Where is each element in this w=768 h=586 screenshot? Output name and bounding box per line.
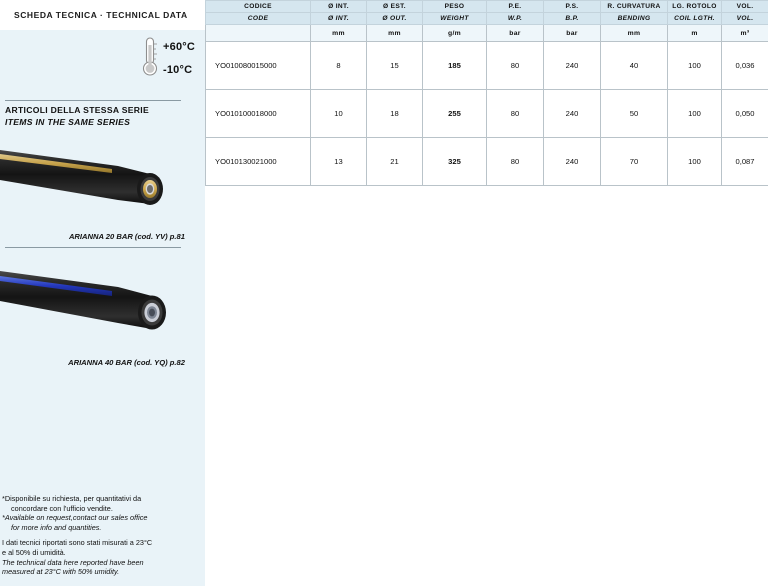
cell-weight: 255	[423, 90, 487, 138]
footnote-line-6: e al 50% di umidità.	[2, 547, 66, 557]
table-row[interactable]	[206, 90, 768, 138]
footnote-line-8: measured at 23°C with 50% umidity.	[2, 567, 120, 577]
cell-code: YO010100018000	[206, 90, 311, 138]
th-vol-en: VOL.	[722, 13, 768, 25]
cell-dout: 21	[367, 138, 423, 186]
cell-weight: 185	[423, 42, 487, 90]
hose-image-arianna-20bar	[0, 140, 185, 215]
th-bp-it: P.S.	[544, 1, 601, 13]
cell-bp: 240	[544, 90, 601, 138]
min-temperature-label: -10°C	[163, 64, 193, 76]
cell-wp: 80	[487, 42, 544, 90]
cell-weight: 325	[423, 138, 487, 186]
th-code-en: CODE	[206, 13, 311, 25]
cell-coil: 100	[668, 90, 722, 138]
thermometer-icon	[140, 36, 160, 78]
divider-hose-1	[5, 247, 181, 248]
unit-bending: mm	[601, 25, 668, 42]
technical-data-header	[0, 0, 205, 30]
cell-bp: 240	[544, 42, 601, 90]
divider-series-top	[5, 100, 181, 101]
th-bp-en: B.P.	[544, 13, 601, 25]
series-heading-it: ARTICOLI DELLA STESSA SERIE	[5, 105, 150, 115]
footnote-line-5: I dati tecnici riportati sono stati misurati a 23°C	[2, 538, 153, 548]
th-wp-it: P.E.	[487, 1, 544, 13]
cell-vol: 0,036	[722, 42, 768, 90]
cell-dint: 10	[311, 90, 367, 138]
cell-bending: 70	[601, 138, 668, 186]
unit-wp: bar	[487, 25, 544, 42]
table-row[interactable]	[206, 42, 768, 90]
cell-vol: 0,087	[722, 138, 768, 186]
cell-dint: 13	[311, 138, 367, 186]
unit-vol: m³	[722, 25, 768, 42]
cell-code: YO010130021000	[206, 138, 311, 186]
specifications-table	[205, 0, 768, 186]
unit-code	[206, 25, 311, 42]
th-bending-en: BENDING	[601, 13, 668, 25]
th-weight-it: PESO	[423, 1, 487, 13]
th-dint-it: Ø INT.	[311, 1, 367, 13]
footnote-line-3: *Available on request,contact our sales office	[2, 513, 148, 523]
unit-dout: mm	[367, 25, 423, 42]
table-head	[206, 1, 768, 25]
table-header-row-it	[206, 1, 768, 13]
series-heading	[5, 105, 201, 128]
th-coil-it: LG. ROTOLO	[668, 1, 722, 13]
cell-wp: 80	[487, 138, 544, 186]
unit-coil: m	[668, 25, 722, 42]
th-dout-it: Ø EST.	[367, 1, 423, 13]
th-dint-en: Ø INT.	[311, 13, 367, 25]
cell-coil: 100	[668, 42, 722, 90]
cell-dint: 8	[311, 42, 367, 90]
th-bending-it: R. CURVATURA	[601, 1, 668, 13]
footnotes	[0, 494, 200, 583]
footnote-line-2: concordare con l'ufficio vendite.	[11, 503, 113, 513]
cell-wp: 80	[487, 90, 544, 138]
footnote-line-7: The technical data here reported have been	[2, 557, 144, 567]
unit-bp: bar	[544, 25, 601, 42]
cell-coil: 100	[668, 138, 722, 186]
cell-vol: 0,050	[722, 90, 768, 138]
table-body	[206, 42, 768, 186]
th-coil-en: COIL LGTH.	[668, 13, 722, 25]
hose-image-arianna-40bar	[0, 263, 185, 338]
cell-bending: 50	[601, 90, 668, 138]
unit-weight: g/m	[423, 25, 487, 42]
hose-caption-arianna-40bar: ARIANNA 40 BAR (cod. YQ) p.82	[68, 358, 185, 367]
th-wp-en: W.P.	[487, 13, 544, 25]
th-code-it: CODICE	[206, 1, 311, 13]
specifications-table-area	[205, 0, 768, 186]
th-vol-it: VOL.	[722, 1, 768, 13]
footnote-line-1: *Disponibile su richiesta, per quantitativi da	[2, 494, 142, 503]
left-info-panel	[0, 0, 205, 586]
cell-bp: 240	[544, 138, 601, 186]
table-header-row-en	[206, 13, 768, 25]
page-title: SCHEDA TECNICA · TECHNICAL DATA	[14, 10, 188, 20]
cell-code: YO010080015000	[206, 42, 311, 90]
hose-caption-arianna-20bar: ARIANNA 20 BAR (cod. YV) p.81	[68, 232, 185, 241]
table-row[interactable]	[206, 138, 768, 186]
table-units-row	[206, 25, 768, 42]
cell-bending: 40	[601, 42, 668, 90]
max-temperature-label: +60°C	[163, 41, 196, 53]
cell-dout: 15	[367, 42, 423, 90]
unit-dint: mm	[311, 25, 367, 42]
th-weight-en: WEIGHT	[423, 13, 487, 25]
th-dout-en: Ø OUT.	[367, 13, 423, 25]
cell-dout: 18	[367, 90, 423, 138]
footnote-line-4: for more info and quantities.	[11, 522, 102, 532]
series-heading-en: ITEMS IN THE SAME SERIES	[5, 116, 131, 127]
